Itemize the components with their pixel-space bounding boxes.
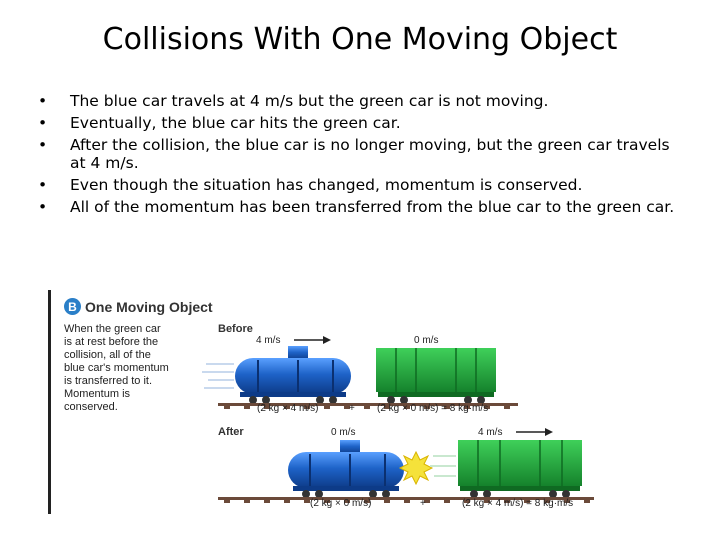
after-blue-speed: 0 m/s <box>331 427 356 438</box>
before-equation-right: (2 kg × 0 m/s) = 8 kg·m/s <box>377 403 489 414</box>
before-equation-plus: + <box>349 403 355 414</box>
blue-tank-car-before <box>235 346 351 404</box>
after-equation-plus: + <box>420 498 426 509</box>
description-line: is transferred to it. <box>64 375 153 387</box>
blue-tank-car-after <box>288 440 404 498</box>
after-green-speed: 4 m/s <box>478 427 503 438</box>
before-blue-speed: 4 m/s <box>256 335 281 346</box>
before-equation-left: (2 kg × 4 m/s) <box>257 403 319 414</box>
bullet-text: After the collision, the blue car is no longer moving, but the green car travels at 4 m/s. <box>70 136 670 172</box>
bullet-text: Even though the situation has changed, momentum is conserved. <box>70 176 583 194</box>
after-velocity-arrow <box>516 428 553 436</box>
before-label: Before <box>218 323 253 335</box>
description-line: collision, all of the <box>64 349 151 361</box>
figure-badge: B <box>64 298 81 315</box>
bullet-item <box>38 176 678 194</box>
description-line: blue car's momentum <box>64 362 169 374</box>
bullet-item <box>38 92 678 110</box>
bullet-text: All of the momentum has been transferred from the blue car to the green car. <box>70 198 675 216</box>
after-equation-left: (2 kg × 0 m/s) <box>310 498 372 509</box>
before-green-speed: 0 m/s <box>414 335 439 346</box>
green-box-car-after <box>458 440 582 498</box>
bullet-dot: • <box>38 176 48 194</box>
momentum-figure <box>48 288 608 514</box>
train-diagram <box>48 288 608 514</box>
green-box-car-before <box>376 348 496 404</box>
bullet-item <box>38 136 678 172</box>
figure-title: One Moving Object <box>85 298 213 315</box>
slide-title: Collisions With One Moving Object <box>102 22 618 57</box>
collision-burst-icon <box>400 452 432 484</box>
bullet-item <box>38 114 678 132</box>
description-line: is at rest before the <box>64 336 159 348</box>
bullet-dot: • <box>38 136 48 154</box>
after-label: After <box>218 426 244 438</box>
bullet-text: Eventually, the blue car hits the green car. <box>70 114 401 132</box>
after-equation-right: (2 kg × 4 m/s) = 8 kg·m/s <box>462 498 574 509</box>
bullet-item <box>38 198 678 216</box>
bullet-list <box>38 92 678 220</box>
bullet-text: The blue car travels at 4 m/s but the green car is not moving. <box>70 92 549 110</box>
bullet-dot: • <box>38 114 48 132</box>
description-line: conserved. <box>64 401 118 413</box>
motion-streaks <box>202 364 234 388</box>
bullet-dot: • <box>38 92 48 110</box>
before-velocity-arrow <box>294 336 331 344</box>
motion-streaks-green <box>430 456 456 476</box>
bullet-dot: • <box>38 198 48 216</box>
description-line: When the green car <box>64 323 161 335</box>
description-line: Momentum is <box>64 388 131 400</box>
